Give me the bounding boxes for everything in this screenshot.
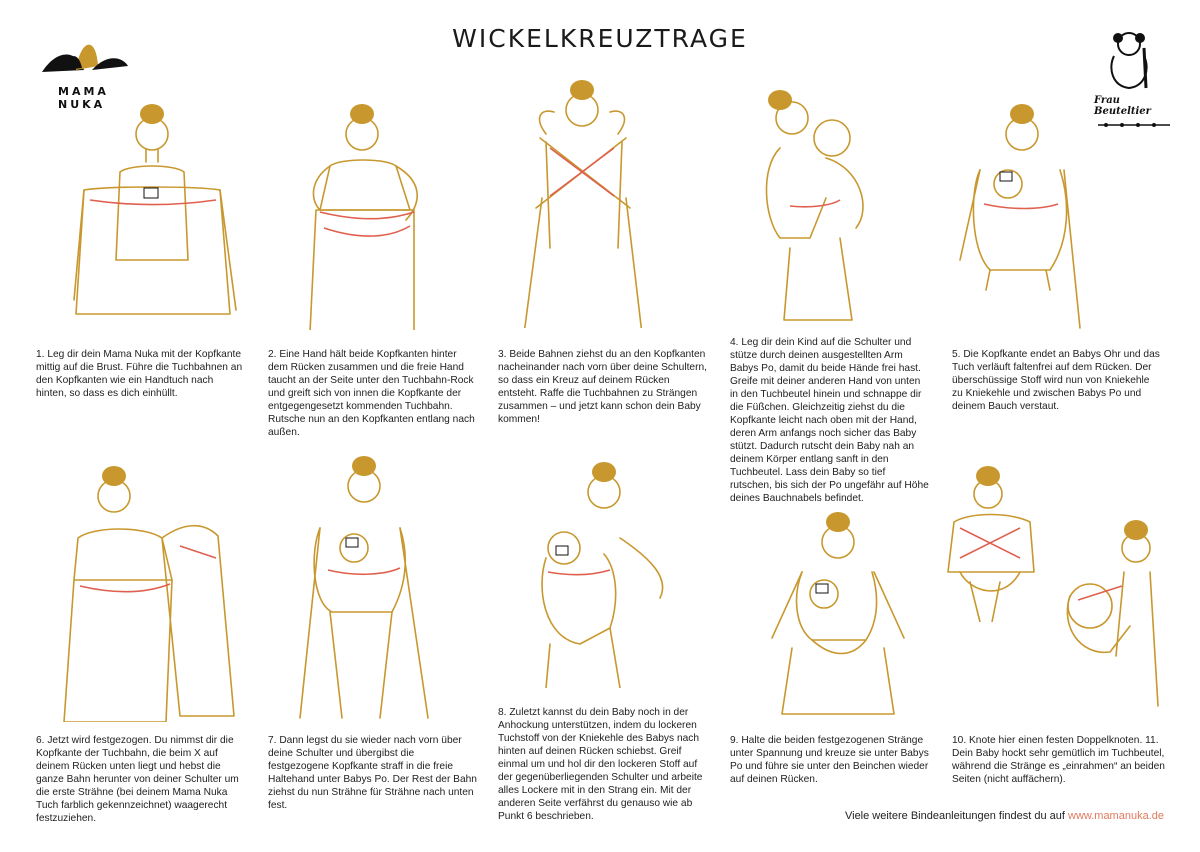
- brand-name: Frau Beuteltier: [1094, 95, 1151, 117]
- step-2-illustration: [290, 100, 450, 330]
- page-title: WICKELKREUZTRAGE: [452, 24, 748, 53]
- step-9-illustration: [762, 508, 922, 718]
- footer: [845, 810, 1164, 822]
- step-2-caption: 2. Eine Hand hält beide Kopfkanten hinter dem Rücken zusammen und die freie Hand taucht an der Seite unter den Tuchbahn-Rock und greift sich von innen die Kopfkante der entgegengesetzt kommenden Tuchbahn. Rutsche nun an den Kopfkanten entlang nach außen.: [268, 349, 475, 438]
- step-4-caption: 4. Leg dir dein Kind auf die Schulter und stütze durch deinen ausgestellten Arm Babys Po, damit du beide Hände frei hast. Greife mit deiner anderen Hand von unten in den Tuchbeutel hinein und schnappe dir die Füßchen. Gleichzeitig ziehst du die Kopfkante leicht nach oben mit der Hand, deren Arm anfangs noch sicher das Baby stützt. Dadurch rutscht dein Baby nah an deinem Körper entlang sanft in den Tuchbeutel. Lass dein Baby so tief rutschen, bis sich der Po ungefähr auf Höhe deines Bauchnabels befindet.: [730, 337, 929, 504]
- step-1-caption: 1. Leg dir dein Mama Nuka mit der Kopfkante mittig auf die Brust. Führe die Tuchbahnen an den Kopfkanten wie ein Handtuch nach hinten, so dass es dich einhüllt.: [36, 349, 243, 399]
- step-11-illustration: [1050, 516, 1170, 716]
- leaf-icon: [36, 30, 136, 80]
- mama-nuka-logo: [36, 30, 136, 110]
- logo-word-2: NUKA: [58, 98, 106, 111]
- koala-icon: [1094, 28, 1164, 90]
- website-link[interactable]: www.mamanuka.de: [1068, 810, 1164, 822]
- step-7-illustration: [282, 452, 452, 720]
- step-5-illustration: [950, 100, 1110, 340]
- step-3-illustration: [510, 78, 670, 328]
- step-8-illustration: [520, 458, 690, 688]
- step-7-caption: 7. Dann legst du sie wieder nach vorn über deine Schulter und übergibst die festgezogene Kopfkante straff in die freie Haltehand unter Babys Po. Der Rest der Bahn ziehst du nun Strähne für Strähne nach unten fest.: [268, 735, 477, 811]
- step-5-caption: 5. Die Kopfkante endet an Babys Ohr und das Tuch verläuft faltenfrei auf dem Rücken. Der überschüssige Stoff wird nun von Kniekehle zu Kniekehle und zwischen Babys Po und deinem Bauch verstaut.: [952, 349, 1160, 412]
- step-1-illustration: [70, 100, 250, 330]
- step-10-caption: 10. Knote hier einen festen Doppelknoten. 11. Dein Baby hockt sehr gemütlich im Tuchbeutel, während die Stränge es „einrahmen“ an beiden Seiten (nicht auffächern).: [952, 735, 1165, 785]
- logo-word-1: MAMA: [58, 85, 109, 98]
- footer-text: Viele weitere Bindeanleitungen findest du auf: [844, 810, 1068, 822]
- step-3-caption: 3. Beide Bahnen ziehst du an den Kopfkanten nacheinander nach vorn über deine Schultern, so dass ein Kreuz auf deinem Rücken entsteht. Raffe die Tuchbahnen zu Strängen zusammen – und jetzt kann schon dein Baby kommen!: [498, 349, 707, 425]
- step-4-illustration: [740, 88, 900, 328]
- step-9-caption: 9. Halte die beiden festgezogenen Stränge unter Spannung und kreuze sie unter Babys Po und führe sie unter den Beinchen wieder auf deinen Rücken.: [730, 735, 929, 785]
- step-6-caption: 6. Jetzt wird festgezogen. Du nimmst dir die Kopfkante der Tuchbahn, die beim X auf deinem Rücken unten liegt und hebst die ganze Bahn herunter von deiner Schulter um die erste Strähne (bei deinem Mama Nuka Tuch farblich gekennzeichnet) waagerecht festzuziehen.: [36, 735, 239, 824]
- step-6-illustration: [54, 462, 244, 722]
- step-8-caption: 8. Zuletzt kannst du dein Baby noch in der Anhockung unterstützen, indem du lockeren Tuchstoff von der Kniekehle des Babys nach hinten auf deinen Rücken schiebst. Greif einmal um und hol dir den lockeren Stoff auf der gegenüberliegenden Schulter und arbeite alles Lockere mit in den Strang ein. Mit der anderen Seite verfährst du genauso wie ab Punkt 6 beschrieben.: [498, 707, 703, 822]
- step-10-illustration: [940, 462, 1060, 622]
